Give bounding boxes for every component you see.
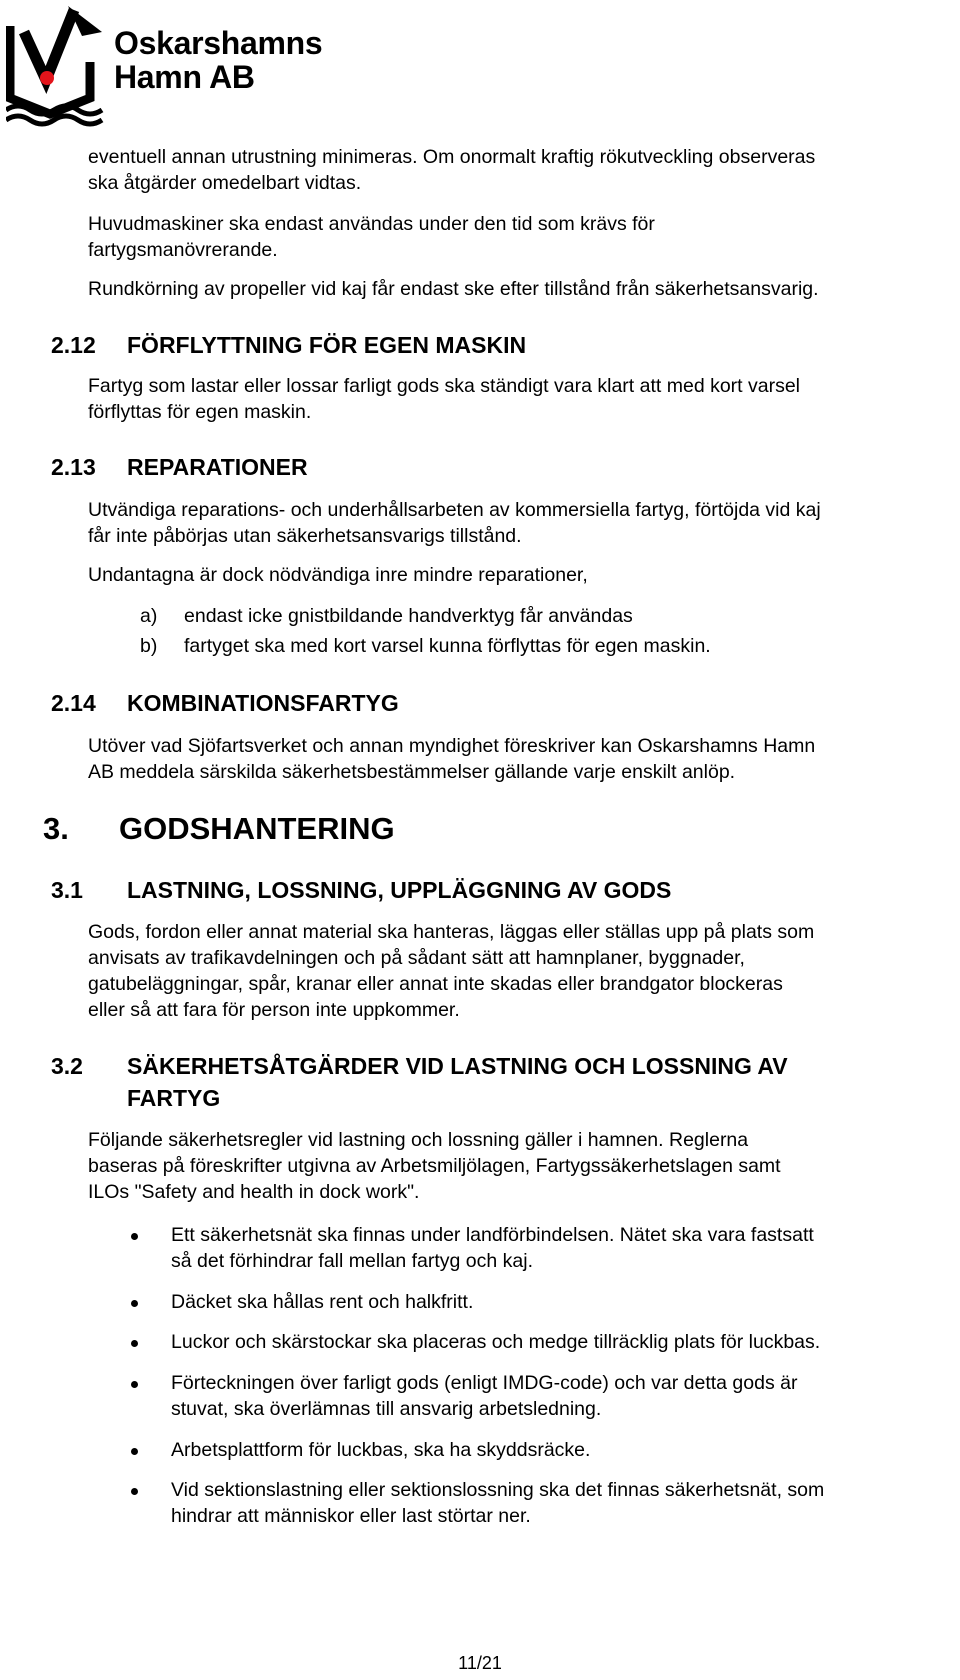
text-line: Undantagna är dock nödvändiga inre mindre reparationer, [88,564,588,586]
text-line: stuvat, ska överlämnas till ansvarig arbetsledning. [171,1398,602,1420]
harbor-logo-icon [6,2,110,130]
paragraph [88,1127,960,1205]
chapter-title: GODSHANTERING [119,811,395,846]
text-line: förflyttas för egen maskin. [88,401,312,423]
text-line: AB meddela särskilda säkerhetsbestämmelser gällande varje enskilt anlöp. [88,761,736,783]
title-line: SÄKERHETSÅTGÄRDER VID LASTNING OCH LOSSNING AV [127,1053,788,1079]
paragraph [88,211,960,263]
section-title: LASTNING, LOSSNING, UPPLÄGGNING AV GODS [127,877,672,903]
bullet-text [171,1289,473,1315]
text-line: Utvändiga reparations- och underhållsarbeten av kommersiella fartyg, förtöjda vid kaj [88,499,821,521]
bullet-icon [131,1448,138,1455]
page-number: 11/21 [458,1653,502,1673]
paragraph [88,562,960,588]
logo-line-2: Hamn AB [114,59,255,95]
section-title [127,1050,788,1114]
bullet-icon [131,1381,138,1388]
paragraph [88,144,960,196]
text-line: hindrar att människor eller last störtar ner. [171,1505,531,1527]
text-line: eventuell annan utrustning minimeras. Om onormalt kraftig rökutveckling observeras [88,146,816,168]
bullet-icon [131,1233,138,1240]
text-line: eller så att fara för person inte uppkommer. [88,999,460,1021]
list-text: fartyget ska med kort varsel kunna förflyttas för egen maskin. [184,635,711,657]
title-line: FARTYG [127,1085,221,1111]
list-text: endast icke gnistbildande handverktyg får användas [184,605,633,627]
bullet-text [171,1370,797,1422]
bullet-text [171,1329,820,1355]
company-logo [6,2,346,132]
text-line: så det förhindrar fall mellan fartyg och kaj. [171,1250,534,1272]
section-number: 3.1 [51,877,83,903]
paragraph [88,373,960,425]
section-title: REPARATIONER [127,454,308,480]
text-line: Utöver vad Sjöfartsverket och annan myndighet föreskriver kan Oskarshamns Hamn [88,735,816,757]
text-line: Vid sektionslastning eller sektionslossning ska det finnas säkerhetsnät, som [171,1479,825,1501]
section-number: 2.13 [51,454,96,480]
section-title: FÖRFLYTTNING FÖR EGEN MASKIN [127,332,527,358]
bullet-icon [131,1300,138,1307]
paragraph [88,276,960,302]
paragraph [88,497,960,549]
section-title: KOMBINATIONSFARTYG [127,690,399,716]
paragraph [88,733,960,785]
section-number: 2.12 [51,332,96,358]
chapter-number: 3. [43,811,69,846]
text-line: Gods, fordon eller annat material ska hanteras, läggas eller ställas upp på plats som [88,921,815,943]
logo-line-1: Oskarshamns [114,25,323,61]
text-line: Fartyg som lastar eller lossar farligt gods ska ständigt vara klart att med kort varsel [88,375,801,397]
list-marker: b) [140,635,158,657]
text-line: Huvudmaskiner ska endast användas under den tid som krävs för [88,213,655,235]
text-line: Ett säkerhetsnät ska finnas under landförbindelsen. Nätet ska vara fastsatt [171,1224,814,1246]
text-line: gatubeläggningar, spår, kranar eller annat inte skadas eller brandgator blockeras [88,973,783,995]
text-line: Följande säkerhetsregler vid lastning och lossning gäller i hamnen. Reglerna [88,1129,749,1151]
bullet-icon [131,1340,138,1347]
text-line: ska åtgärder omedelbart vidtas. [88,172,362,194]
text-line: Förteckningen över farligt gods (enligt IMDG-code) och var detta gods är [171,1372,798,1394]
text-line: Arbetsplattform för luckbas, ska ha skyddsräcke. [171,1439,591,1461]
text-line: Däcket ska hållas rent och halkfritt. [171,1291,474,1313]
bullet-text [171,1477,824,1529]
list-marker: a) [140,605,158,627]
text-line: anvisats av trafikavdelningen och på sådant sätt att hamnplaner, byggnader, [88,947,745,969]
text-line: Rundkörning av propeller vid kaj får endast ske efter tillstånd från säkerhetsansvarig. [88,278,819,300]
text-line: baseras på föreskrifter utgivna av Arbetsmiljölagen, Fartygssäkerhetslagen samt [88,1155,781,1177]
logo-wordmark [114,26,322,94]
text-line: får inte påbörjas utan säkerhetsansvarigs tillstånd. [88,525,522,547]
section-number: 3.2 [51,1053,83,1079]
bullet-text [171,1437,590,1463]
text-line: Luckor och skärstockar ska placeras och medge tillräcklig plats för luckbas. [171,1331,821,1353]
paragraph [88,919,960,1023]
bullet-text [171,1222,814,1274]
section-number: 2.14 [51,690,96,716]
text-line: ILOs "Safety and health in dock work". [88,1181,420,1203]
bullet-icon [131,1488,138,1495]
text-line: fartygsmanövrerande. [88,239,278,261]
